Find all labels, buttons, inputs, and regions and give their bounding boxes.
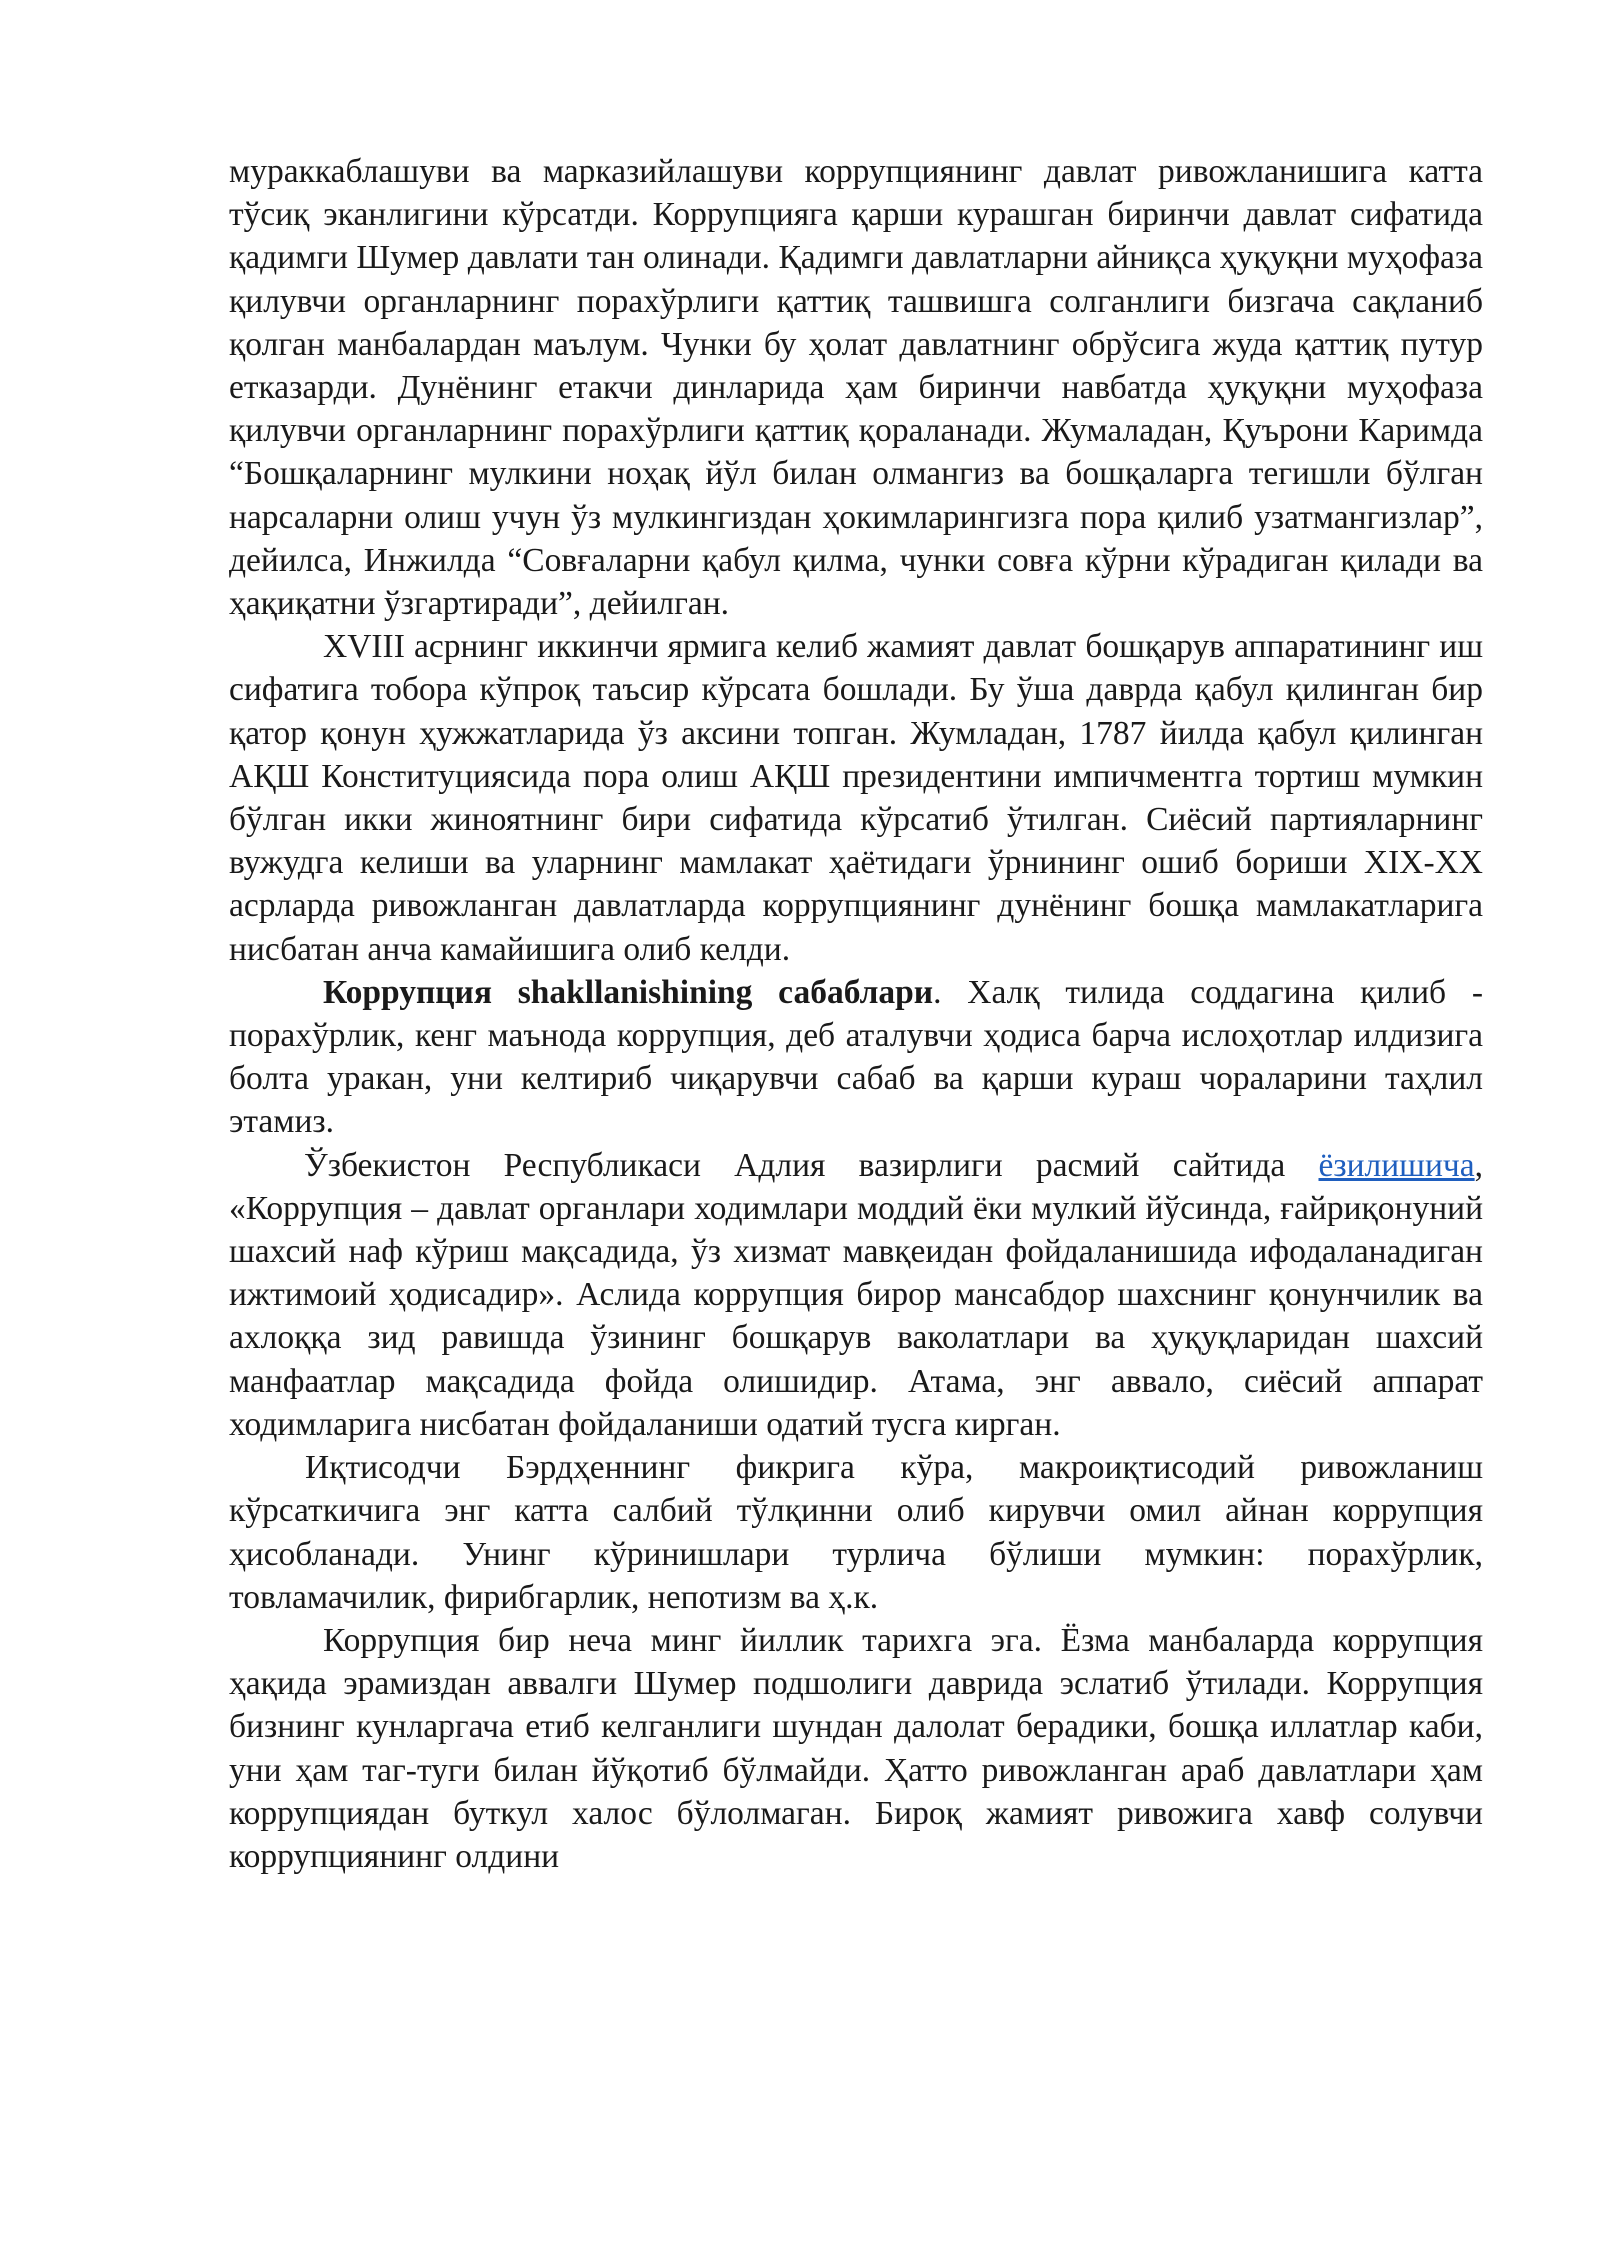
paragraph-definition-intro: Ўзбекистон Республикаси Адлия вазирлиги расмий сайтида [304,1146,1319,1184]
paragraph-history-religion: мураккаблашуви ва марказийлашуви коррупциянинг давлат ривожланишига катта тўсиқ эканлигини кўрсатди. Коррупцияга қарши курашган биринчи давлат сифатида қадимги Шумер давлати тан олинади. Қадимги давлатларни айниқса ҳуқуқни муҳофаза қилувчи органларнинг порахўрлиги қаттиқ ташвишга солганлиги бизгача сақланиб қолган манбалардан маълум. Чунки бу ҳолат давлатнинг обрўсига жуда қаттиқ путур етказарди. Дунёнинг етакчи динларида ҳам биринчи навбатда ҳуқуқни муҳофаза қилувчи органларнинг порахўрлиги қаттиқ қораланади. Жумаладан, Қуърони Каримда “Бошқаларнинг мулкини ноҳақ йўл билан олмангиз ва бошқаларга тегишли бўлган нарсаларни олиш учун ўз мулкингиздан ҳокимларингизга пора қилиб узатмангизлар”, дейилса, Инжилда “Совғаларни қабул қилма, чунки совға кўрни кўрадиган қилади ва ҳақиқатни ўзгартиради”, дейилган. [229,153,1483,623]
paragraph-definition-text: , «Коррупция – давлат органлари ходимлари моддий ёки мулкий йўсинда, ғайриқонуний шахсий наф кўриш мақсадида, ўз хизмат мавқеидан фойдаланишида ифодаланадиган ижтимоий ҳодисадир». Аслида коррупция бирор мансабдор шахснинг қонунчилик ва ахлоққа зид равишда ўзининг бошқарув ваколатлари ва ҳуқуқларидан шахсий манфаатлар мақсадида фойда олишидир. Атама, энг аввало, сиёсий аппарат ходимларига нисбатан фойдаланиши одатий тусга кирган. [229,1146,1483,1443]
paragraph-ancient-history: Коррупция бир неча минг йиллик тарихга эга. Ёзма манбаларда коррупция ҳақида эрамиздан аввалги Шумер подшолиги даврида эслатиб ўтилади. Коррупция бизнинг кунларгача етиб келганлиги шундан далолат берадики, бошқа иллатлар каби, уни ҳам таг-туги билан йўқотиб бўлмайди. Ҳатто ривожланган араб давлатлари ҳам коррупциядан буткул халос бўлолмаган. Бироқ жамият ривожига хавф солувчи коррупциянинг олдини [229,1621,1483,1875]
paragraph-eighteenth-century: XVIII асрнинг иккинчи ярмига келиб жамият давлат бошқарув аппаратининг иш сифатига тобора кўпроқ таъсир кўрсата бошлади. Бу ўша даврда қабул қилинган бир қатор қонун ҳужжатларида ўз аксини топган. Жумладан, 1787 йилда қабул қилинган АҚШ Конституциясида пора олиш АҚШ президентини импичментга тортиш мумкин бўлган икки жиноятнинг бири сифатида кўрсатиб ўтилган. Сиёсий партияларнинг вужудга келиши ва уларнинг мамлакат ҳаётидаги ўрнининг ошиб бориши XIX-XX асрларда ривожланган давлатларда коррупциянинг дунёнинг бошқа мамлакатларига нисбатан анча камайишига олиб келди. [229,628,1483,968]
document-page [229,150,1483,1878]
paragraph-causes [229,971,1483,1144]
paragraph-economist: Иқтисодчи Бэрдҳеннинг фикрига кўра, макроиқтисодий ривожланиш кўрсаткичига энг катта салбий тўлқинни олиб кирувчи омил айнан коррупция ҳисобланади. Унинг кўринишлари турлича бўлиши мумкин: порахўрлик, товламачилик, фирибгарлик, непотизм ва ҳ.к. [229,1449,1483,1616]
paragraph-definition [229,1144,1483,1446]
section-heading-causes: Коррупция shakllanishining сабаблари [323,973,934,1011]
source-link[interactable]: ёзилишича [1318,1146,1475,1184]
paragraph-causes-text: . Халқ тилида соддагина қилиб - порахўрлик, кенг маънода коррупция, деб аталувчи ҳодиса барча ислоҳотлар илдизига болта уракан, уни келтириб чиқарувчи сабаб ва қарши кураш чораларини таҳлил этамиз. [229,973,1483,1141]
